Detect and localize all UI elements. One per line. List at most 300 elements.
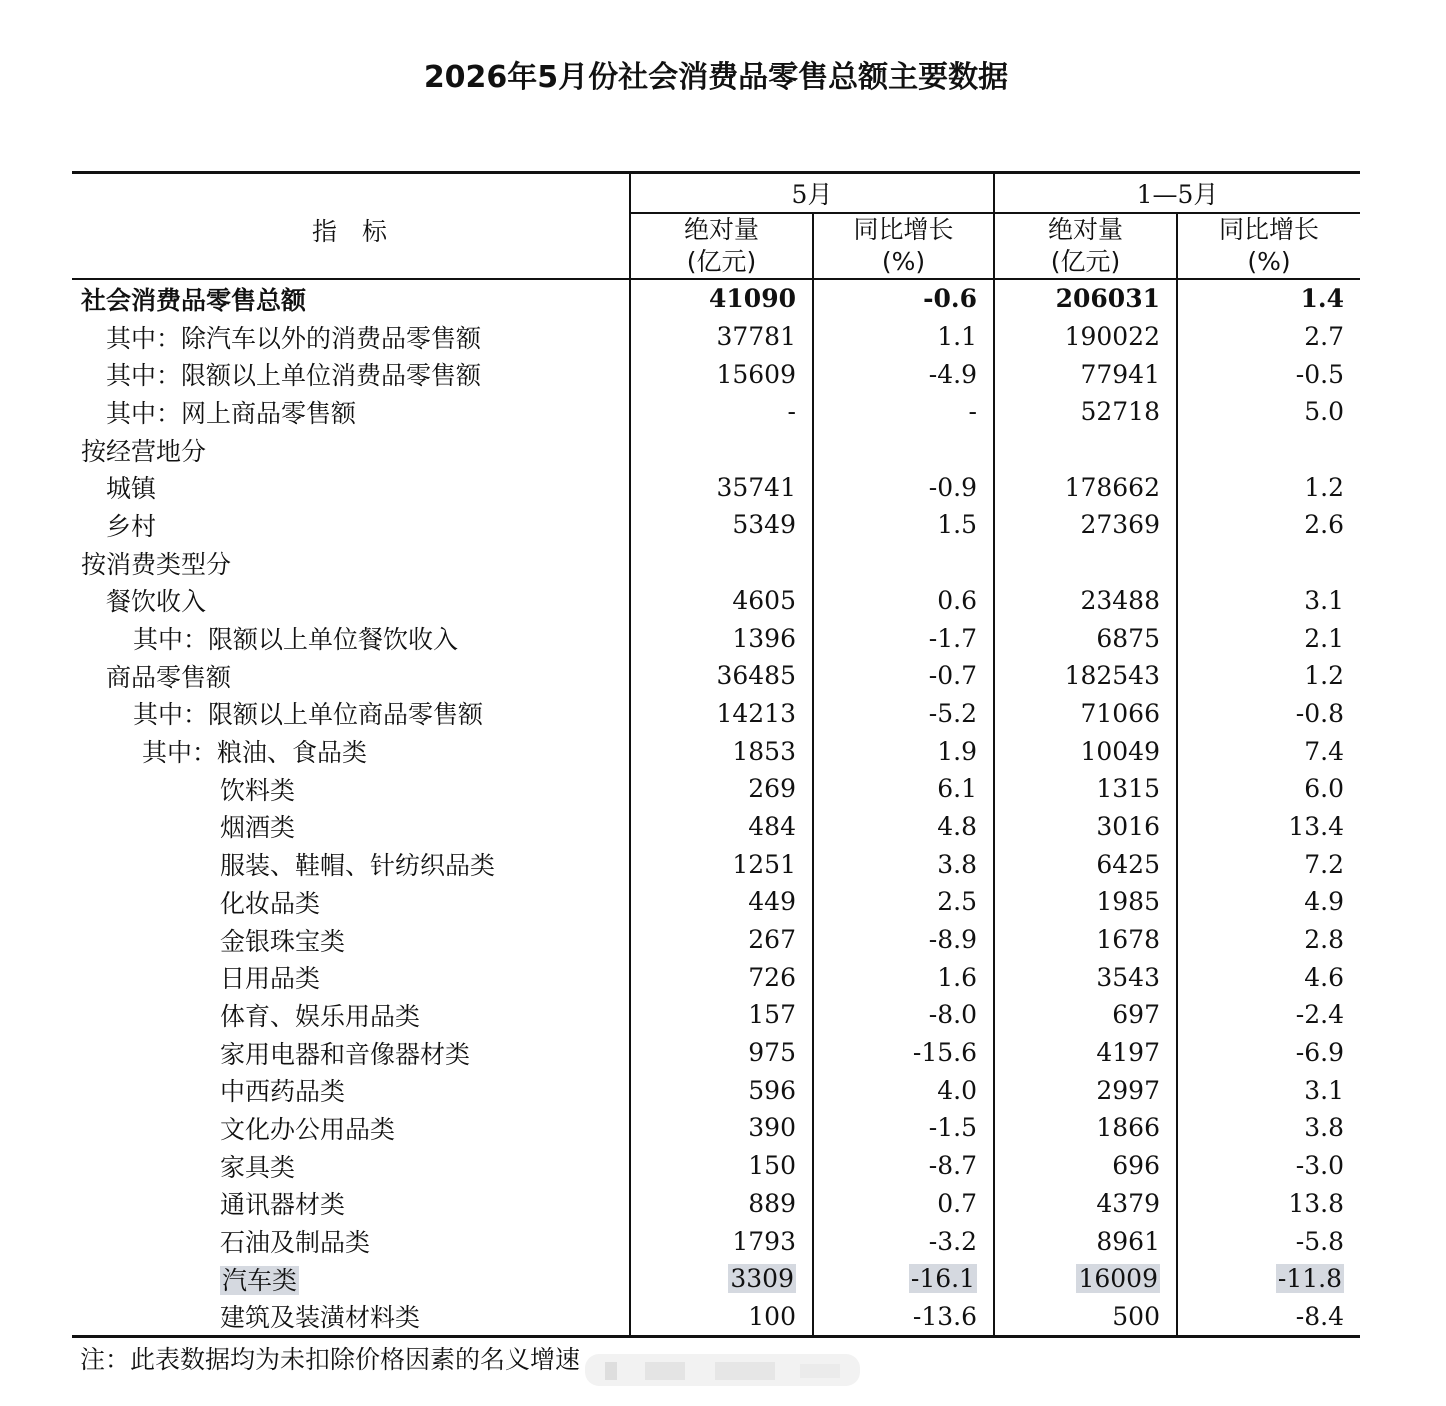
cell-value: 36485 — [716, 661, 796, 691]
table-row — [72, 431, 1360, 469]
cell-value: -11.8 — [1277, 1264, 1342, 1294]
table-row — [72, 996, 1360, 1034]
cell-value: 4.0 — [937, 1075, 977, 1105]
cell-value: 4.8 — [937, 811, 977, 841]
row-label-text: 石油及制品类 — [220, 1228, 371, 1258]
table-header — [72, 173, 1360, 280]
cell-value: 889 — [748, 1188, 796, 1218]
table-row — [72, 770, 1360, 808]
cell-value: 269 — [748, 774, 796, 804]
table-row — [72, 958, 1360, 996]
cell-value: -3.0 — [1295, 1151, 1344, 1181]
cell-value: 4379 — [1096, 1188, 1160, 1218]
ytd-yoy-cell — [1177, 544, 1360, 582]
may-yoy-cell — [813, 1071, 994, 1109]
row-label — [72, 845, 630, 883]
may-yoy-cell — [813, 582, 994, 620]
cell-value: 16009 — [1078, 1264, 1158, 1294]
ytd-abs-cell — [994, 921, 1177, 959]
may-abs-cell — [630, 732, 813, 770]
row-label-text: 其中：限额以上单位消费品零售额 — [106, 361, 482, 391]
row-label — [72, 1109, 630, 1147]
abs-label: 绝对量 — [1047, 215, 1123, 244]
cell-value: 0.7 — [937, 1188, 977, 1218]
row-label-text: 烟酒类 — [220, 813, 296, 843]
cell-value: 3.8 — [937, 849, 977, 879]
row-label-text: 饮料类 — [220, 775, 296, 805]
ytd-abs-cell — [994, 958, 1177, 996]
cell-value: 6.0 — [1304, 774, 1344, 804]
cell-value: 27369 — [1080, 510, 1160, 540]
ytd-yoy-cell — [1177, 1185, 1360, 1223]
may-yoy-cell — [813, 544, 994, 582]
may-abs-cell — [630, 695, 813, 733]
row-label — [72, 468, 630, 506]
cell-value: 14213 — [716, 698, 796, 728]
cell-value: 975 — [748, 1038, 796, 1068]
ytd-abs-cell — [994, 808, 1177, 846]
cell-value: 15609 — [716, 359, 796, 389]
may-yoy-cell — [813, 468, 994, 506]
cell-value: 6875 — [1096, 623, 1160, 653]
may-yoy-cell — [813, 770, 994, 808]
row-label — [72, 318, 630, 356]
ytd-yoy-cell — [1177, 468, 1360, 506]
may-yoy-cell — [813, 506, 994, 544]
row-label — [72, 695, 630, 733]
ytd-abs-cell — [994, 1298, 1177, 1337]
table-row — [72, 695, 1360, 733]
may-yoy-cell — [813, 431, 994, 469]
ytd-abs-cell — [994, 770, 1177, 808]
row-label — [72, 393, 630, 431]
table-row — [72, 279, 1360, 318]
cell-value: -0.7 — [928, 661, 977, 691]
row-label — [72, 1071, 630, 1109]
cell-value: 1678 — [1096, 925, 1160, 955]
cell-value: 7.2 — [1304, 849, 1344, 879]
may-yoy-cell — [813, 695, 994, 733]
may-abs-cell — [630, 808, 813, 846]
cell-value: 3543 — [1096, 962, 1160, 992]
cell-value: 35741 — [716, 472, 796, 502]
ytd-abs-cell — [994, 1222, 1177, 1260]
row-label — [72, 1298, 630, 1337]
row-label — [72, 732, 630, 770]
row-label-text: 社会消费品零售总额 — [81, 285, 307, 315]
row-label-text: 其中：除汽车以外的消费品零售额 — [106, 323, 482, 353]
cell-value: 1396 — [732, 623, 796, 653]
ytd-yoy-cell — [1177, 1260, 1360, 1298]
cell-value: 71066 — [1080, 698, 1160, 728]
cell-value: 1853 — [732, 736, 796, 766]
ytd-yoy-cell — [1177, 1109, 1360, 1147]
table-row — [72, 393, 1360, 431]
table-row — [72, 1222, 1360, 1260]
cell-value: 4197 — [1096, 1038, 1160, 1068]
cell-value: 1.9 — [937, 736, 977, 766]
may-yoy-cell — [813, 1147, 994, 1185]
row-label-text: 其中：限额以上单位商品零售额 — [133, 700, 484, 730]
ytd-abs-cell — [994, 1034, 1177, 1072]
ytd-yoy-cell — [1177, 1147, 1360, 1185]
cell-value: -15.6 — [912, 1038, 977, 1068]
cell-value: 3309 — [730, 1264, 794, 1294]
may-abs-cell — [630, 1185, 813, 1223]
row-label — [72, 657, 630, 695]
cell-value: 484 — [748, 811, 796, 841]
row-label-text: 文化办公用品类 — [220, 1114, 396, 1144]
cell-value: 1.1 — [937, 322, 977, 352]
cell-value: 1793 — [732, 1226, 796, 1256]
row-label-text: 金银珠宝类 — [220, 926, 346, 956]
cell-value: 178662 — [1064, 472, 1160, 502]
cell-value: 37781 — [716, 322, 796, 352]
row-label — [72, 544, 630, 582]
cell-value: -13.6 — [912, 1301, 977, 1331]
cell-value: 2.5 — [937, 887, 977, 917]
yoy-unit: (%) — [1247, 247, 1291, 276]
table-row — [72, 468, 1360, 506]
cell-value: 4605 — [732, 585, 796, 615]
may-abs-cell — [630, 431, 813, 469]
may-abs-cell — [630, 1260, 813, 1298]
ytd-abs-cell — [994, 1185, 1177, 1223]
ytd-abs-cell — [994, 544, 1177, 582]
row-label-text: 其中：粮油、食品类 — [142, 738, 368, 768]
row-label — [72, 582, 630, 620]
cell-value: -3.2 — [928, 1226, 977, 1256]
may-abs-cell — [630, 1147, 813, 1185]
may-abs-cell — [630, 1222, 813, 1260]
ytd-yoy-cell — [1177, 996, 1360, 1034]
cell-value: 13.4 — [1288, 811, 1344, 841]
may-yoy-cell — [813, 355, 994, 393]
row-label-text: 乡村 — [106, 511, 157, 541]
row-label-text: 家具类 — [220, 1152, 296, 1182]
cell-value: 390 — [748, 1113, 796, 1143]
cell-value: 182543 — [1064, 661, 1160, 691]
cell-value: -6.9 — [1295, 1038, 1344, 1068]
row-label-text: 通讯器材类 — [220, 1190, 346, 1220]
cell-value: -0.6 — [923, 284, 977, 314]
table-row — [72, 808, 1360, 846]
cell-value: -0.9 — [928, 472, 977, 502]
ytd-abs-cell — [994, 732, 1177, 770]
table-body — [72, 279, 1360, 1337]
group-header-may: 5月 — [630, 173, 994, 214]
ytd-abs-cell — [994, 883, 1177, 921]
cell-value: 190022 — [1064, 322, 1160, 352]
may-yoy-cell — [813, 921, 994, 959]
may-yoy-cell — [813, 996, 994, 1034]
row-label-text: 商品零售额 — [106, 662, 232, 692]
ytd-yoy-cell — [1177, 355, 1360, 393]
cell-value: 77941 — [1080, 359, 1160, 389]
table-row — [72, 1034, 1360, 1072]
may-yoy-cell — [813, 619, 994, 657]
cell-value: -2.4 — [1295, 1000, 1344, 1030]
cell-value: -8.9 — [928, 925, 977, 955]
cell-value: 157 — [748, 1000, 796, 1030]
may-abs-cell — [630, 393, 813, 431]
table-row — [72, 318, 1360, 356]
cell-value: 41090 — [709, 284, 796, 314]
cell-value: -4.9 — [928, 359, 977, 389]
may-abs-cell — [630, 1109, 813, 1147]
ytd-yoy-cell — [1177, 845, 1360, 883]
may-abs-cell — [630, 544, 813, 582]
indicator-header: 指 标 — [72, 173, 630, 280]
cell-value: 1866 — [1096, 1113, 1160, 1143]
may-abs-cell — [630, 279, 813, 318]
may-yoy-cell — [813, 393, 994, 431]
ytd-abs-cell — [994, 318, 1177, 356]
cell-value: -16.1 — [910, 1264, 975, 1294]
row-label-text: 家用电器和音像器材类 — [220, 1039, 471, 1069]
cell-value: 5349 — [732, 510, 796, 540]
row-label — [72, 355, 630, 393]
row-label — [72, 1185, 630, 1223]
cell-value: -8.4 — [1295, 1301, 1344, 1331]
row-label — [72, 1147, 630, 1185]
cell-value: - — [968, 397, 977, 427]
row-label-text: 按经营地分 — [81, 436, 207, 466]
row-label — [72, 921, 630, 959]
table-row — [72, 1071, 1360, 1109]
row-label — [72, 1260, 630, 1298]
ytd-yoy-cell — [1177, 1071, 1360, 1109]
ytd-yoy-cell — [1177, 1298, 1360, 1337]
cell-value: 1315 — [1096, 774, 1160, 804]
table-row — [72, 544, 1360, 582]
ytd-abs-cell — [994, 1260, 1177, 1298]
row-label-text: 化妆品类 — [220, 888, 321, 918]
yoy-label: 同比增长 — [853, 215, 954, 244]
row-label — [72, 506, 630, 544]
ytd-abs-cell — [994, 279, 1177, 318]
cell-value: 1.2 — [1304, 472, 1344, 502]
abs-label: 绝对量 — [683, 215, 759, 244]
page-title: 2026年5月份社会消费品零售总额主要数据 — [423, 60, 1009, 95]
watermark-blur — [585, 1350, 860, 1390]
cell-value: 267 — [748, 925, 796, 955]
row-label-text: 建筑及装潢材料类 — [220, 1303, 421, 1333]
row-label-text: 体育、娱乐用品类 — [220, 1001, 421, 1031]
table-row — [72, 1147, 1360, 1185]
ytd-yoy-cell — [1177, 808, 1360, 846]
abs-unit: (亿元) — [686, 247, 757, 276]
cell-value: -1.7 — [928, 623, 977, 653]
cell-value: 6425 — [1096, 849, 1160, 879]
ytd-yoy-cell — [1177, 770, 1360, 808]
cell-value: 4.9 — [1304, 887, 1344, 917]
cell-value: 8961 — [1096, 1226, 1160, 1256]
cell-value: 1.5 — [937, 510, 977, 540]
row-label — [72, 1034, 630, 1072]
cell-value: 2997 — [1096, 1075, 1160, 1105]
group-header-jan-may: 1—5月 — [994, 173, 1360, 214]
ytd-abs-cell — [994, 1109, 1177, 1147]
may-yoy-cell — [813, 1298, 994, 1337]
ytd-yoy-cell — [1177, 1222, 1360, 1260]
cell-value: 10049 — [1080, 736, 1160, 766]
may-yoy-cell — [813, 1034, 994, 1072]
may-abs-cell — [630, 845, 813, 883]
row-label-text: 日用品类 — [220, 964, 321, 994]
row-label — [72, 619, 630, 657]
cell-value: 52718 — [1080, 397, 1160, 427]
row-label — [72, 431, 630, 469]
table-row — [72, 883, 1360, 921]
ytd-yoy-cell — [1177, 883, 1360, 921]
table-row — [72, 1260, 1360, 1298]
may-yoy-cell — [813, 657, 994, 695]
ytd-abs-cell — [994, 619, 1177, 657]
may-abs-cell — [630, 355, 813, 393]
table-row — [72, 1109, 1360, 1147]
cell-value: 0.6 — [937, 585, 977, 615]
cell-value: 6.1 — [937, 774, 977, 804]
ytd-yoy-cell — [1177, 582, 1360, 620]
may-abs-cell — [630, 770, 813, 808]
may-yoy-cell — [813, 1109, 994, 1147]
abs-unit: (亿元) — [1050, 247, 1121, 276]
ytd-abs-header — [994, 213, 1177, 279]
row-label — [72, 883, 630, 921]
ytd-abs-cell — [994, 996, 1177, 1034]
row-label — [72, 808, 630, 846]
ytd-yoy-cell — [1177, 695, 1360, 733]
cell-value: -8.7 — [928, 1151, 977, 1181]
cell-value: 449 — [748, 887, 796, 917]
may-abs-cell — [630, 1071, 813, 1109]
ytd-yoy-cell — [1177, 619, 1360, 657]
cell-value: 3.1 — [1304, 585, 1344, 615]
row-label-text: 其中：限额以上单位餐饮收入 — [133, 625, 459, 655]
cell-value: -8.0 — [928, 1000, 977, 1030]
ytd-abs-cell — [994, 1071, 1177, 1109]
cell-value: -0.8 — [1295, 698, 1344, 728]
table-row — [72, 506, 1360, 544]
cell-value: 1.6 — [937, 962, 977, 992]
cell-value: 23488 — [1080, 585, 1160, 615]
cell-value: 500 — [1112, 1301, 1160, 1331]
may-yoy-cell — [813, 808, 994, 846]
may-yoy-cell — [813, 279, 994, 318]
may-abs-cell — [630, 657, 813, 695]
row-label-text: 中西药品类 — [220, 1077, 346, 1107]
cell-value: 1985 — [1096, 887, 1160, 917]
may-abs-cell — [630, 318, 813, 356]
cell-value: 3.1 — [1304, 1075, 1344, 1105]
may-yoy-cell — [813, 845, 994, 883]
ytd-abs-cell — [994, 695, 1177, 733]
cell-value: 100 — [748, 1301, 796, 1331]
ytd-yoy-header — [1177, 213, 1360, 279]
may-abs-cell — [630, 582, 813, 620]
row-label-text: 服装、鞋帽、针纺织品类 — [220, 851, 496, 881]
row-label-text: 城镇 — [106, 474, 157, 504]
cell-value: 2.7 — [1304, 322, 1344, 352]
cell-value: 1.4 — [1300, 284, 1344, 314]
may-abs-cell — [630, 883, 813, 921]
row-label — [72, 770, 630, 808]
ytd-yoy-cell — [1177, 279, 1360, 318]
cell-value: 1251 — [732, 849, 796, 879]
may-abs-cell — [630, 1298, 813, 1337]
cell-value: - — [787, 397, 796, 427]
may-yoy-cell — [813, 883, 994, 921]
table-row — [72, 657, 1360, 695]
cell-value: 7.4 — [1304, 736, 1344, 766]
cell-value: 5.0 — [1304, 397, 1344, 427]
cell-value: 2.6 — [1304, 510, 1344, 540]
may-yoy-cell — [813, 1222, 994, 1260]
ytd-yoy-cell — [1177, 958, 1360, 996]
cell-value: -5.2 — [928, 698, 977, 728]
ytd-yoy-cell — [1177, 732, 1360, 770]
may-yoy-cell — [813, 1260, 994, 1298]
table-row — [72, 845, 1360, 883]
retail-sales-table — [72, 171, 1360, 1338]
cell-value: -5.8 — [1295, 1226, 1344, 1256]
may-abs-cell — [630, 506, 813, 544]
ytd-abs-cell — [994, 355, 1177, 393]
may-yoy-cell — [813, 732, 994, 770]
ytd-yoy-cell — [1177, 506, 1360, 544]
table-row — [72, 582, 1360, 620]
table-row — [72, 619, 1360, 657]
cell-value: 1.2 — [1304, 661, 1344, 691]
ytd-abs-cell — [994, 657, 1177, 695]
cell-value: 2.8 — [1304, 925, 1344, 955]
row-label-text: 餐饮收入 — [106, 587, 207, 617]
row-label-text: 按消费类型分 — [81, 549, 232, 579]
ytd-abs-cell — [994, 845, 1177, 883]
row-label-text: 汽车类 — [222, 1265, 298, 1295]
cell-value: 697 — [1112, 1000, 1160, 1030]
ytd-yoy-cell — [1177, 393, 1360, 431]
ytd-yoy-cell — [1177, 657, 1360, 695]
may-abs-cell — [630, 996, 813, 1034]
yoy-label: 同比增长 — [1218, 215, 1319, 244]
table-row — [72, 355, 1360, 393]
table-row — [72, 1185, 1360, 1223]
table-row — [72, 921, 1360, 959]
row-label-text: 其中：网上商品零售额 — [106, 398, 357, 428]
ytd-abs-cell — [994, 431, 1177, 469]
cell-value: 696 — [1112, 1151, 1160, 1181]
ytd-abs-cell — [994, 506, 1177, 544]
cell-value: -1.5 — [928, 1113, 977, 1143]
row-label — [72, 996, 630, 1034]
may-abs-cell — [630, 921, 813, 959]
ytd-abs-cell — [994, 582, 1177, 620]
may-abs-cell — [630, 468, 813, 506]
cell-value: 206031 — [1055, 284, 1160, 314]
ytd-abs-cell — [994, 1147, 1177, 1185]
may-yoy-header — [813, 213, 994, 279]
may-abs-cell — [630, 619, 813, 657]
table-row — [72, 1298, 1360, 1337]
footnote: 注：此表数据均为未扣除价格因素的名义增速 — [80, 1345, 581, 1374]
ytd-abs-cell — [994, 393, 1177, 431]
may-abs-cell — [630, 1034, 813, 1072]
cell-value: 3016 — [1096, 811, 1160, 841]
yoy-unit: (%) — [881, 247, 926, 276]
cell-value: 726 — [748, 962, 796, 992]
